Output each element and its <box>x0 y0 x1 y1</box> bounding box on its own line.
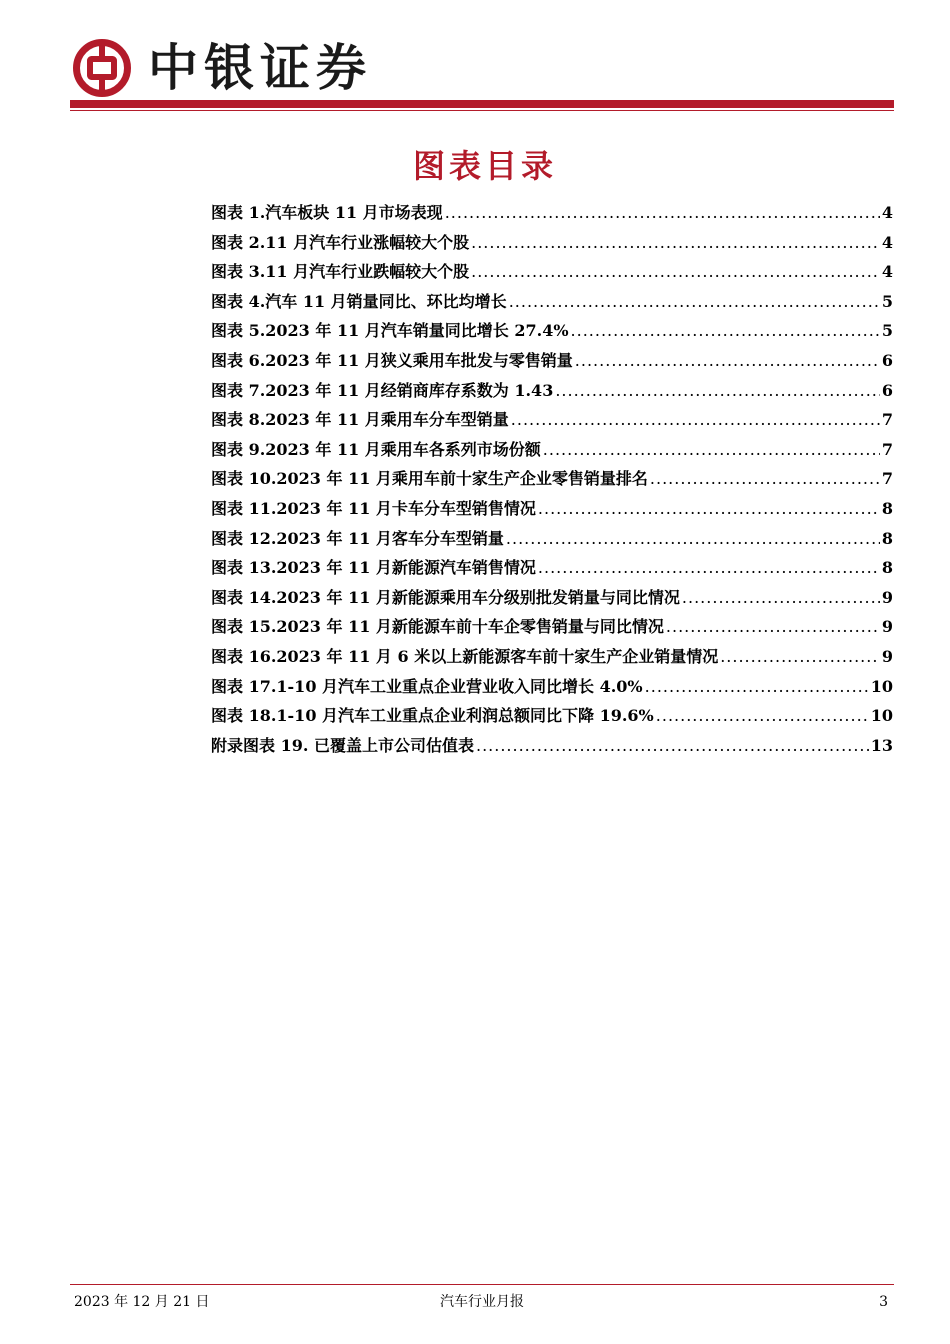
toc-entry-page: 5 <box>881 321 893 341</box>
toc-entry-label: 图表 16.2023 年 11 月 6 米以上新能源客车前十家生产企业销量情况 <box>211 646 719 666</box>
toc-entry-page: 9 <box>881 646 893 666</box>
toc-entry[interactable] <box>211 672 893 702</box>
toc-entry-page: 8 <box>881 558 893 578</box>
toc-entry-label: 图表 2.11 月汽车行业涨幅较大个股 <box>211 232 470 252</box>
figure-table-of-contents <box>211 198 893 760</box>
toc-entry-page: 8 <box>881 528 893 548</box>
toc-dot-leader <box>571 316 880 346</box>
toc-entry[interactable] <box>211 701 893 731</box>
toc-dot-leader <box>645 672 869 702</box>
toc-dot-leader <box>471 228 880 258</box>
toc-entry[interactable] <box>211 642 893 672</box>
page-number: 3 <box>879 1294 888 1310</box>
toc-entry[interactable] <box>211 583 893 613</box>
toc-entry-page: 13 <box>870 735 893 755</box>
toc-entry[interactable] <box>211 405 893 435</box>
toc-entry-page: 4 <box>881 262 893 282</box>
bank-of-china-logo-icon <box>72 38 132 98</box>
toc-entry[interactable] <box>211 612 893 642</box>
toc-entry[interactable] <box>211 376 893 406</box>
toc-entry-page: 6 <box>881 350 893 370</box>
toc-entry-label: 图表 5.2023 年 11 月汽车销量同比增长 27.4% <box>211 321 569 341</box>
toc-entry-label: 图表 7.2023 年 11 月经销商库存系数为 1.43 <box>211 380 554 400</box>
toc-entry[interactable] <box>211 553 893 583</box>
toc-dot-leader <box>471 257 880 287</box>
toc-dot-leader <box>511 405 880 435</box>
toc-entry-label: 图表 1.汽车板块 11 月市场表现 <box>211 203 443 222</box>
toc-dot-leader <box>575 346 880 376</box>
toc-dot-leader <box>476 731 869 761</box>
toc-dot-leader <box>543 435 880 465</box>
toc-entry[interactable] <box>211 524 893 554</box>
toc-dot-leader <box>682 583 880 613</box>
toc-dot-leader <box>538 494 880 524</box>
toc-entry-label: 图表 12.2023 年 11 月客车分车型销量 <box>211 528 504 548</box>
brand-name: 中银证券 <box>148 39 372 97</box>
report-date: 2023 年 12 月 21 日 <box>74 1294 210 1310</box>
toc-entry-page: 8 <box>881 498 893 518</box>
toc-entry-label: 图表 4.汽车 11 月销量同比、环比均增长 <box>211 291 507 311</box>
toc-entry-label: 图表 11.2023 年 11 月卡车分车型销售情况 <box>211 498 536 518</box>
toc-entry[interactable] <box>211 287 893 317</box>
toc-entry-label: 图表 3.11 月汽车行业跌幅较大个股 <box>211 262 470 282</box>
toc-entry[interactable] <box>211 198 893 228</box>
toc-dot-leader <box>538 553 880 583</box>
toc-entry[interactable] <box>211 464 893 494</box>
toc-entry-page: 5 <box>881 291 893 311</box>
footer-divider <box>70 1284 894 1285</box>
toc-entry-page: 6 <box>881 380 893 400</box>
toc-dot-leader <box>720 642 880 672</box>
toc-entry-label: 图表 13.2023 年 11 月新能源汽车销售情况 <box>211 558 536 578</box>
toc-entry-label: 图表 14.2023 年 11 月新能源乘用车分级别批发销量与同比情况 <box>211 587 680 607</box>
header-divider-thin <box>70 110 894 111</box>
toc-dot-leader <box>656 701 869 731</box>
toc-entry[interactable] <box>211 731 893 761</box>
toc-entry-label: 图表 10.2023 年 11 月乘用车前十家生产企业零售销量排名 <box>211 469 648 489</box>
toc-entry-page: 4 <box>881 203 893 222</box>
toc-entry-page: 7 <box>881 410 893 430</box>
toc-dot-leader <box>650 464 880 494</box>
toc-dot-leader <box>506 524 880 554</box>
toc-entry[interactable] <box>211 435 893 465</box>
header-divider <box>70 100 894 108</box>
toc-entry[interactable] <box>211 316 893 346</box>
toc-entry-page: 9 <box>881 617 893 637</box>
toc-entry-label: 图表 6.2023 年 11 月狭义乘用车批发与零售销量 <box>211 350 573 370</box>
toc-entry-page: 7 <box>881 439 893 459</box>
toc-entry[interactable] <box>211 494 893 524</box>
toc-entry-label: 附录图表 19. 已覆盖上市公司估值表 <box>211 735 474 755</box>
toc-dot-leader <box>445 198 880 228</box>
toc-entry-label: 图表 8.2023 年 11 月乘用车分车型销量 <box>211 410 509 430</box>
report-type: 汽车行业月报 <box>440 1294 524 1310</box>
toc-entry-page: 4 <box>881 232 893 252</box>
toc-entry-page: 10 <box>870 706 893 726</box>
toc-entry-label: 图表 18.1-10 月汽车工业重点企业利润总额同比下降 19.6% <box>211 706 654 726</box>
toc-entry[interactable] <box>211 346 893 376</box>
toc-dot-leader <box>666 612 880 642</box>
toc-entry-label: 图表 17.1-10 月汽车工业重点企业营业收入同比增长 4.0% <box>211 676 643 696</box>
toc-entry-page: 9 <box>881 587 893 607</box>
toc-dot-leader <box>555 376 880 406</box>
toc-entry-label: 图表 15.2023 年 11 月新能源车前十车企零售销量与同比情况 <box>211 617 664 637</box>
toc-dot-leader <box>509 287 880 317</box>
toc-entry-label: 图表 9.2023 年 11 月乘用车各系列市场份额 <box>211 439 541 459</box>
toc-entry-page: 10 <box>870 676 893 696</box>
page-footer <box>70 1292 894 1312</box>
toc-entry[interactable] <box>211 257 893 287</box>
page-title: 图表目录 <box>412 147 557 185</box>
toc-entry-page: 7 <box>881 469 893 489</box>
page-header <box>0 0 950 112</box>
toc-entry[interactable] <box>211 228 893 258</box>
